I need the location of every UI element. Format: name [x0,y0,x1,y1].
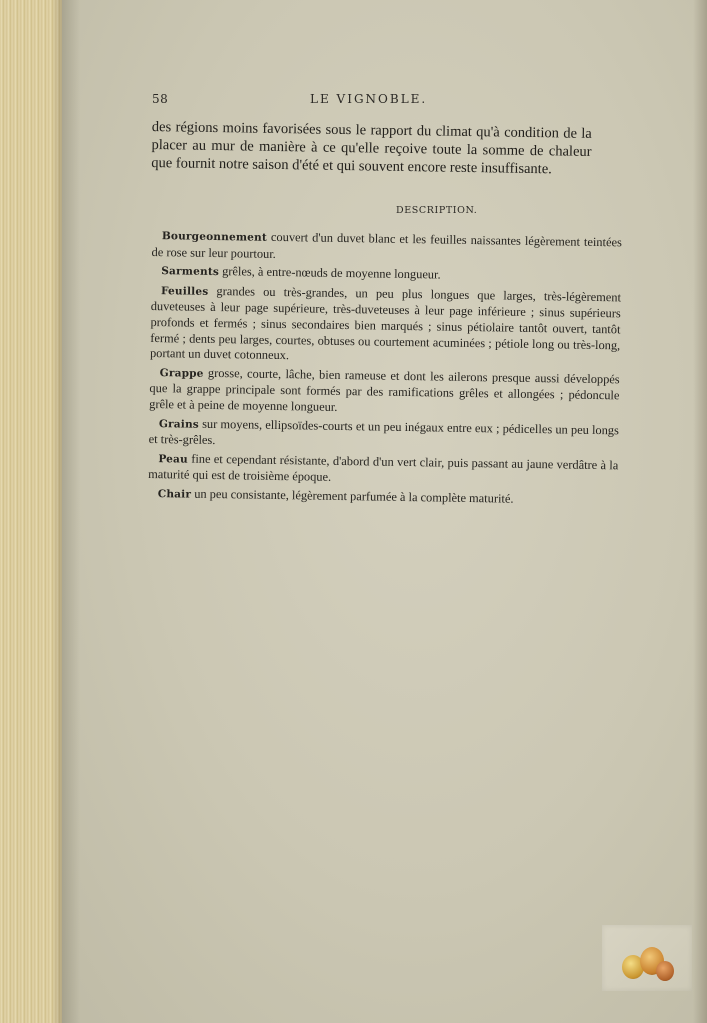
description-text: grêles, à entre-nœuds de moyenne longueur. [218,264,441,282]
description-text: sur moyens, ellipsoïdes-courts et un peu inégaux entre eux ; pédicelles un peu longs et très-grêles. [148,416,619,448]
description-item-peau [148,451,618,491]
intro-paragraph: des régions moins favorisées sous le rapport du climat qu'à condition de la placer au mur de manière à ce qu'elle reçoive toute la somme de chaleur que fournit notre saison d'été et qui souvent encore reste insuffisante. [151,118,592,178]
description-item-grappe [149,365,620,420]
description-text: un peu consistante, légèrement parfumée à la complète maturité. [191,486,514,506]
description-item-grains [149,416,619,456]
term-label: Bourgeonnement [161,230,268,244]
running-title: LE VIGNOBLE. [310,92,428,106]
page-header [152,92,622,112]
description-text: grosse, courte, lâche, bien rameuse et dont les ailerons presque aussi développés que la grappe principale sont formés par des ramifications grêles et allongées ; pédoncule grêle et à peine de moyenne longueur. [149,365,620,414]
description-item-chair [148,486,618,510]
term-label: Chair [157,488,192,501]
page-number: 58 [152,92,169,106]
library-stamp-image [602,925,692,991]
term-label: Grains [158,417,200,431]
term-label: Feuilles [160,284,209,298]
section-heading: DESCRIPTION. [396,205,478,216]
description-item-bourgeonnement [151,228,621,268]
description-text: fine et cependant résistante, d'abord d'un vert clair, puis passant au jaune verdâtre à la maturité qui est de troisième époque. [148,451,619,485]
description-list [148,228,622,513]
description-text: grandes ou très-grandes, un peu plus longues que larges, très-légèrement duveteuses à leur page supérieure, très-duveteuses à leur page inférieure ; sinus supérieurs profonds et fermés ; sinus secondaires bien marqués ; sinus pétiolaire tantôt ouvert, tantôt fermé ; dents peu larges, courtes, obtuses ou courtement acuminées ; pétiole long ou très-long, portant un duvet cotonneux. [149,283,622,363]
description-item-feuilles [150,283,621,369]
fruit-icon [656,961,674,981]
description-text: couvert d'un duvet blanc et les feuilles naissantes légèrement teintées de rose sur leur pourtour. [151,229,622,261]
term-label: Sarments [161,265,220,279]
term-label: Peau [158,452,189,466]
term-label: Grappe [159,366,204,380]
book-page-edges [0,0,62,1023]
